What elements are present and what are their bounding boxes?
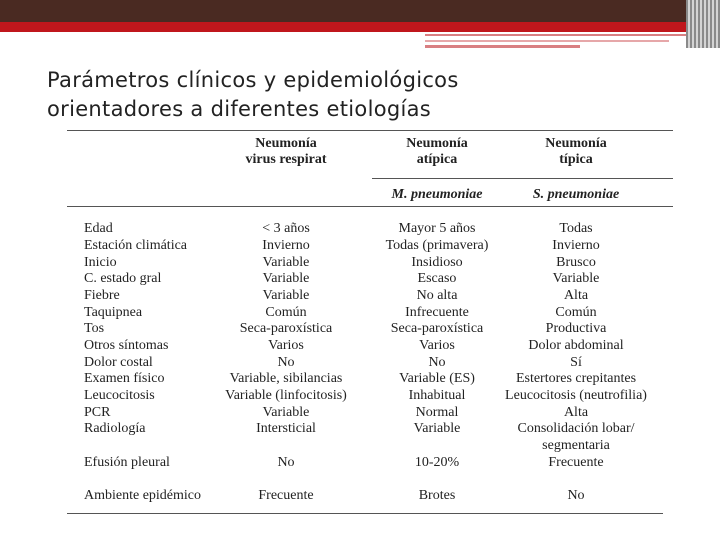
param-cell: Otros síntomas [84, 338, 169, 353]
accent-stripe [425, 34, 710, 36]
virus-cell: Seca-paroxística [239, 321, 333, 336]
param-cell: Leucocitosis [84, 388, 155, 403]
atipica-cell: Insidioso [411, 255, 463, 270]
atipica-cell: Normal [415, 405, 459, 420]
virus-cell: Variable, sibilancias [229, 371, 343, 386]
param-cell: Taquipnea [84, 305, 143, 320]
param-cell: Ambiente epidémico [84, 488, 202, 503]
tipica-cell: Frecuente [548, 455, 604, 470]
tipica-cell: Productiva [545, 321, 607, 336]
atipica-cell: Variable [413, 421, 461, 436]
virus-cell: Variable [262, 255, 310, 270]
virus-cell: Intersticial [256, 421, 316, 436]
table-bottom-rule [67, 513, 663, 514]
virus-cell: Variable (linfocitosis) [225, 388, 347, 403]
header-virus [245, 136, 326, 168]
tipica-cell: Brusco [556, 255, 596, 270]
param-cell: Radiología [84, 421, 146, 436]
tipica-cell: Invierno [552, 238, 600, 253]
param-cell: PCR [84, 405, 111, 420]
virus-cell: Común [265, 305, 307, 320]
header-line: típica [559, 152, 593, 167]
tipica-cell: Común [555, 305, 597, 320]
atipica-cell: Variable (ES) [399, 371, 475, 386]
accent-stripe [425, 45, 580, 48]
param-cell: Inicio [84, 255, 117, 270]
tipica-cell: Alta [563, 288, 589, 303]
atipica-cell: Varios [419, 338, 455, 353]
subheader-rule [372, 178, 673, 179]
virus-cell: Varios [268, 338, 304, 353]
param-cell: Dolor costal [84, 355, 153, 370]
param-cell: Fiebre [84, 288, 120, 303]
slide-title-line: orientadores a diferentes etiologías [47, 97, 432, 121]
atipica-cell: No [428, 355, 446, 370]
virus-cell: < 3 años [262, 221, 310, 236]
virus-cell: No [277, 355, 295, 370]
virus-cell: No [277, 455, 295, 470]
header-line: Neumonía [545, 136, 607, 151]
header-atipica [406, 136, 467, 168]
tipica-cell: Estertores crepitantes [515, 371, 637, 386]
virus-cell: Frecuente [258, 488, 314, 503]
atipica-cell: Seca-paroxística [390, 321, 484, 336]
atipica-cell: Todas (primavera) [385, 238, 489, 253]
header-line: Neumonía [406, 136, 468, 151]
virus-cell: Variable [262, 288, 310, 303]
atipica-cell: No alta [416, 288, 458, 303]
param-cell: Examen físico [84, 371, 165, 386]
tipica-cell: Sí [570, 355, 582, 370]
virus-cell: Variable [262, 271, 310, 286]
atipica-cell: Inhabitual [408, 388, 466, 403]
tipica-cell: Consolidación lobar/ [517, 421, 635, 436]
subheader-streptococcus: S. pneumoniae [532, 187, 620, 202]
top-bar [0, 0, 720, 22]
tipica-cell: Alta [563, 405, 589, 420]
atipica-cell: Mayor 5 años [398, 221, 476, 236]
etiology-table [67, 130, 673, 515]
header-line: atípica [416, 152, 458, 167]
atipica-cell: Escaso [417, 271, 457, 286]
table-top-rule [67, 130, 673, 131]
param-cell: Tos [84, 321, 105, 336]
tipica-cell: No [567, 488, 585, 503]
param-cell: Estación climática [84, 238, 188, 253]
virus-cell: Variable [262, 405, 310, 420]
slide-title-line: Parámetros clínicos y epidemiológicos [47, 68, 459, 92]
param-cell: Efusión pleural [84, 455, 170, 470]
subheader-mycoplasma: M. pneumoniae [391, 187, 483, 202]
slide-title [47, 66, 459, 124]
param-cell: C. estado gral [84, 271, 162, 286]
tipica-cell: Variable [552, 271, 600, 286]
header-tipica [545, 136, 606, 168]
corner-decoration [686, 0, 720, 48]
header-line: Neumonía [255, 136, 317, 151]
red-accent-line [0, 22, 705, 32]
tipica-cell: Todas [559, 221, 593, 236]
header-line: virus respirat [245, 152, 327, 167]
tipica-cell: Dolor abdominal [528, 338, 624, 353]
tipica-cell: Leucocitosis (neutrofilia) [505, 388, 647, 403]
tipica-cell: segmentaria [542, 438, 610, 453]
atipica-cell: Infrecuente [405, 305, 469, 320]
virus-cell: Invierno [262, 238, 310, 253]
atipica-cell: Brotes [418, 488, 456, 503]
atipica-cell: 10-20% [414, 455, 460, 470]
header-bottom-rule [67, 206, 673, 207]
accent-stripe [425, 40, 669, 42]
param-cell: Edad [84, 221, 113, 236]
